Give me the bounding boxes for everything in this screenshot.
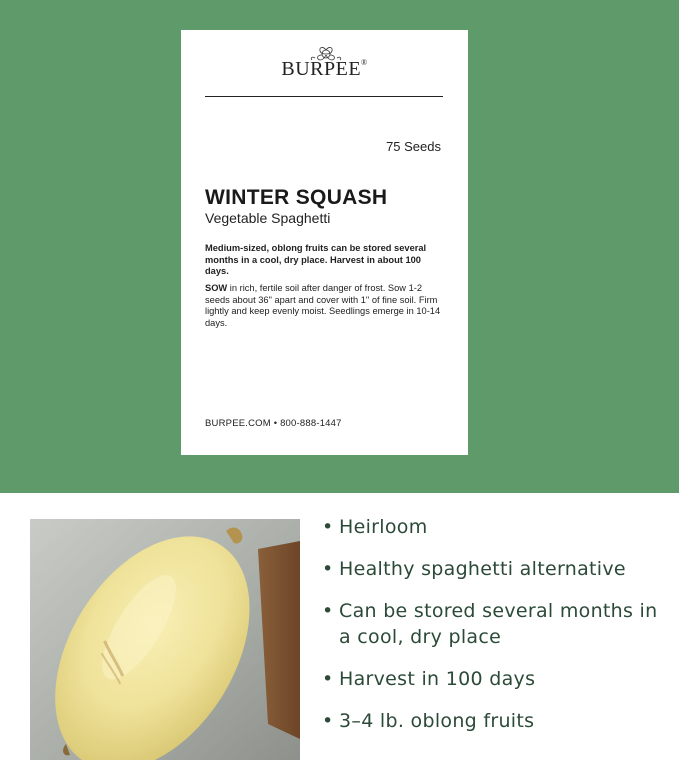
bullet-icon: •	[322, 558, 334, 580]
variety-subtitle: Vegetable Spaghetti	[205, 210, 331, 226]
feature-item: • Can be stored several months in a cool, dry place	[322, 600, 658, 648]
sow-text: in rich, fertile soil after danger of frost. Sow 1-2 seeds about 36" apart and cover with 1" of fine soil. Firm lightly and keep evenly moist. Seedlings emerge in 10-14 days.	[205, 283, 441, 328]
divider	[205, 96, 443, 97]
feature-item: • 3–4 lb. oblong fruits	[322, 710, 535, 732]
contact-info: BURPEE.COM • 800-888-1447	[205, 418, 342, 429]
feature-item: • Healthy spaghetti alternative	[322, 558, 626, 580]
sowing-instructions	[205, 283, 445, 329]
seed-packet	[181, 30, 468, 455]
burpee-logo	[181, 44, 468, 84]
bullet-icon: •	[322, 668, 334, 690]
feature-item: • Heirloom	[322, 516, 428, 538]
packet-description: Medium-sized, oblong fruits can be stored several months in a cool, dry place. Harvest in about 100 days.	[205, 243, 427, 276]
squash-photo	[30, 519, 300, 760]
seed-count: 75 Seeds	[386, 139, 441, 154]
bullet-icon: •	[322, 710, 334, 732]
feature-item: • Harvest in 100 days	[322, 668, 536, 690]
brand-name: BURPEE®	[281, 58, 368, 80]
bullet-icon: •	[322, 600, 334, 622]
feature-list	[322, 514, 672, 734]
variety-title: WINTER SQUASH	[205, 186, 388, 209]
bullet-icon: •	[322, 516, 334, 538]
sow-label: SOW	[205, 283, 228, 293]
